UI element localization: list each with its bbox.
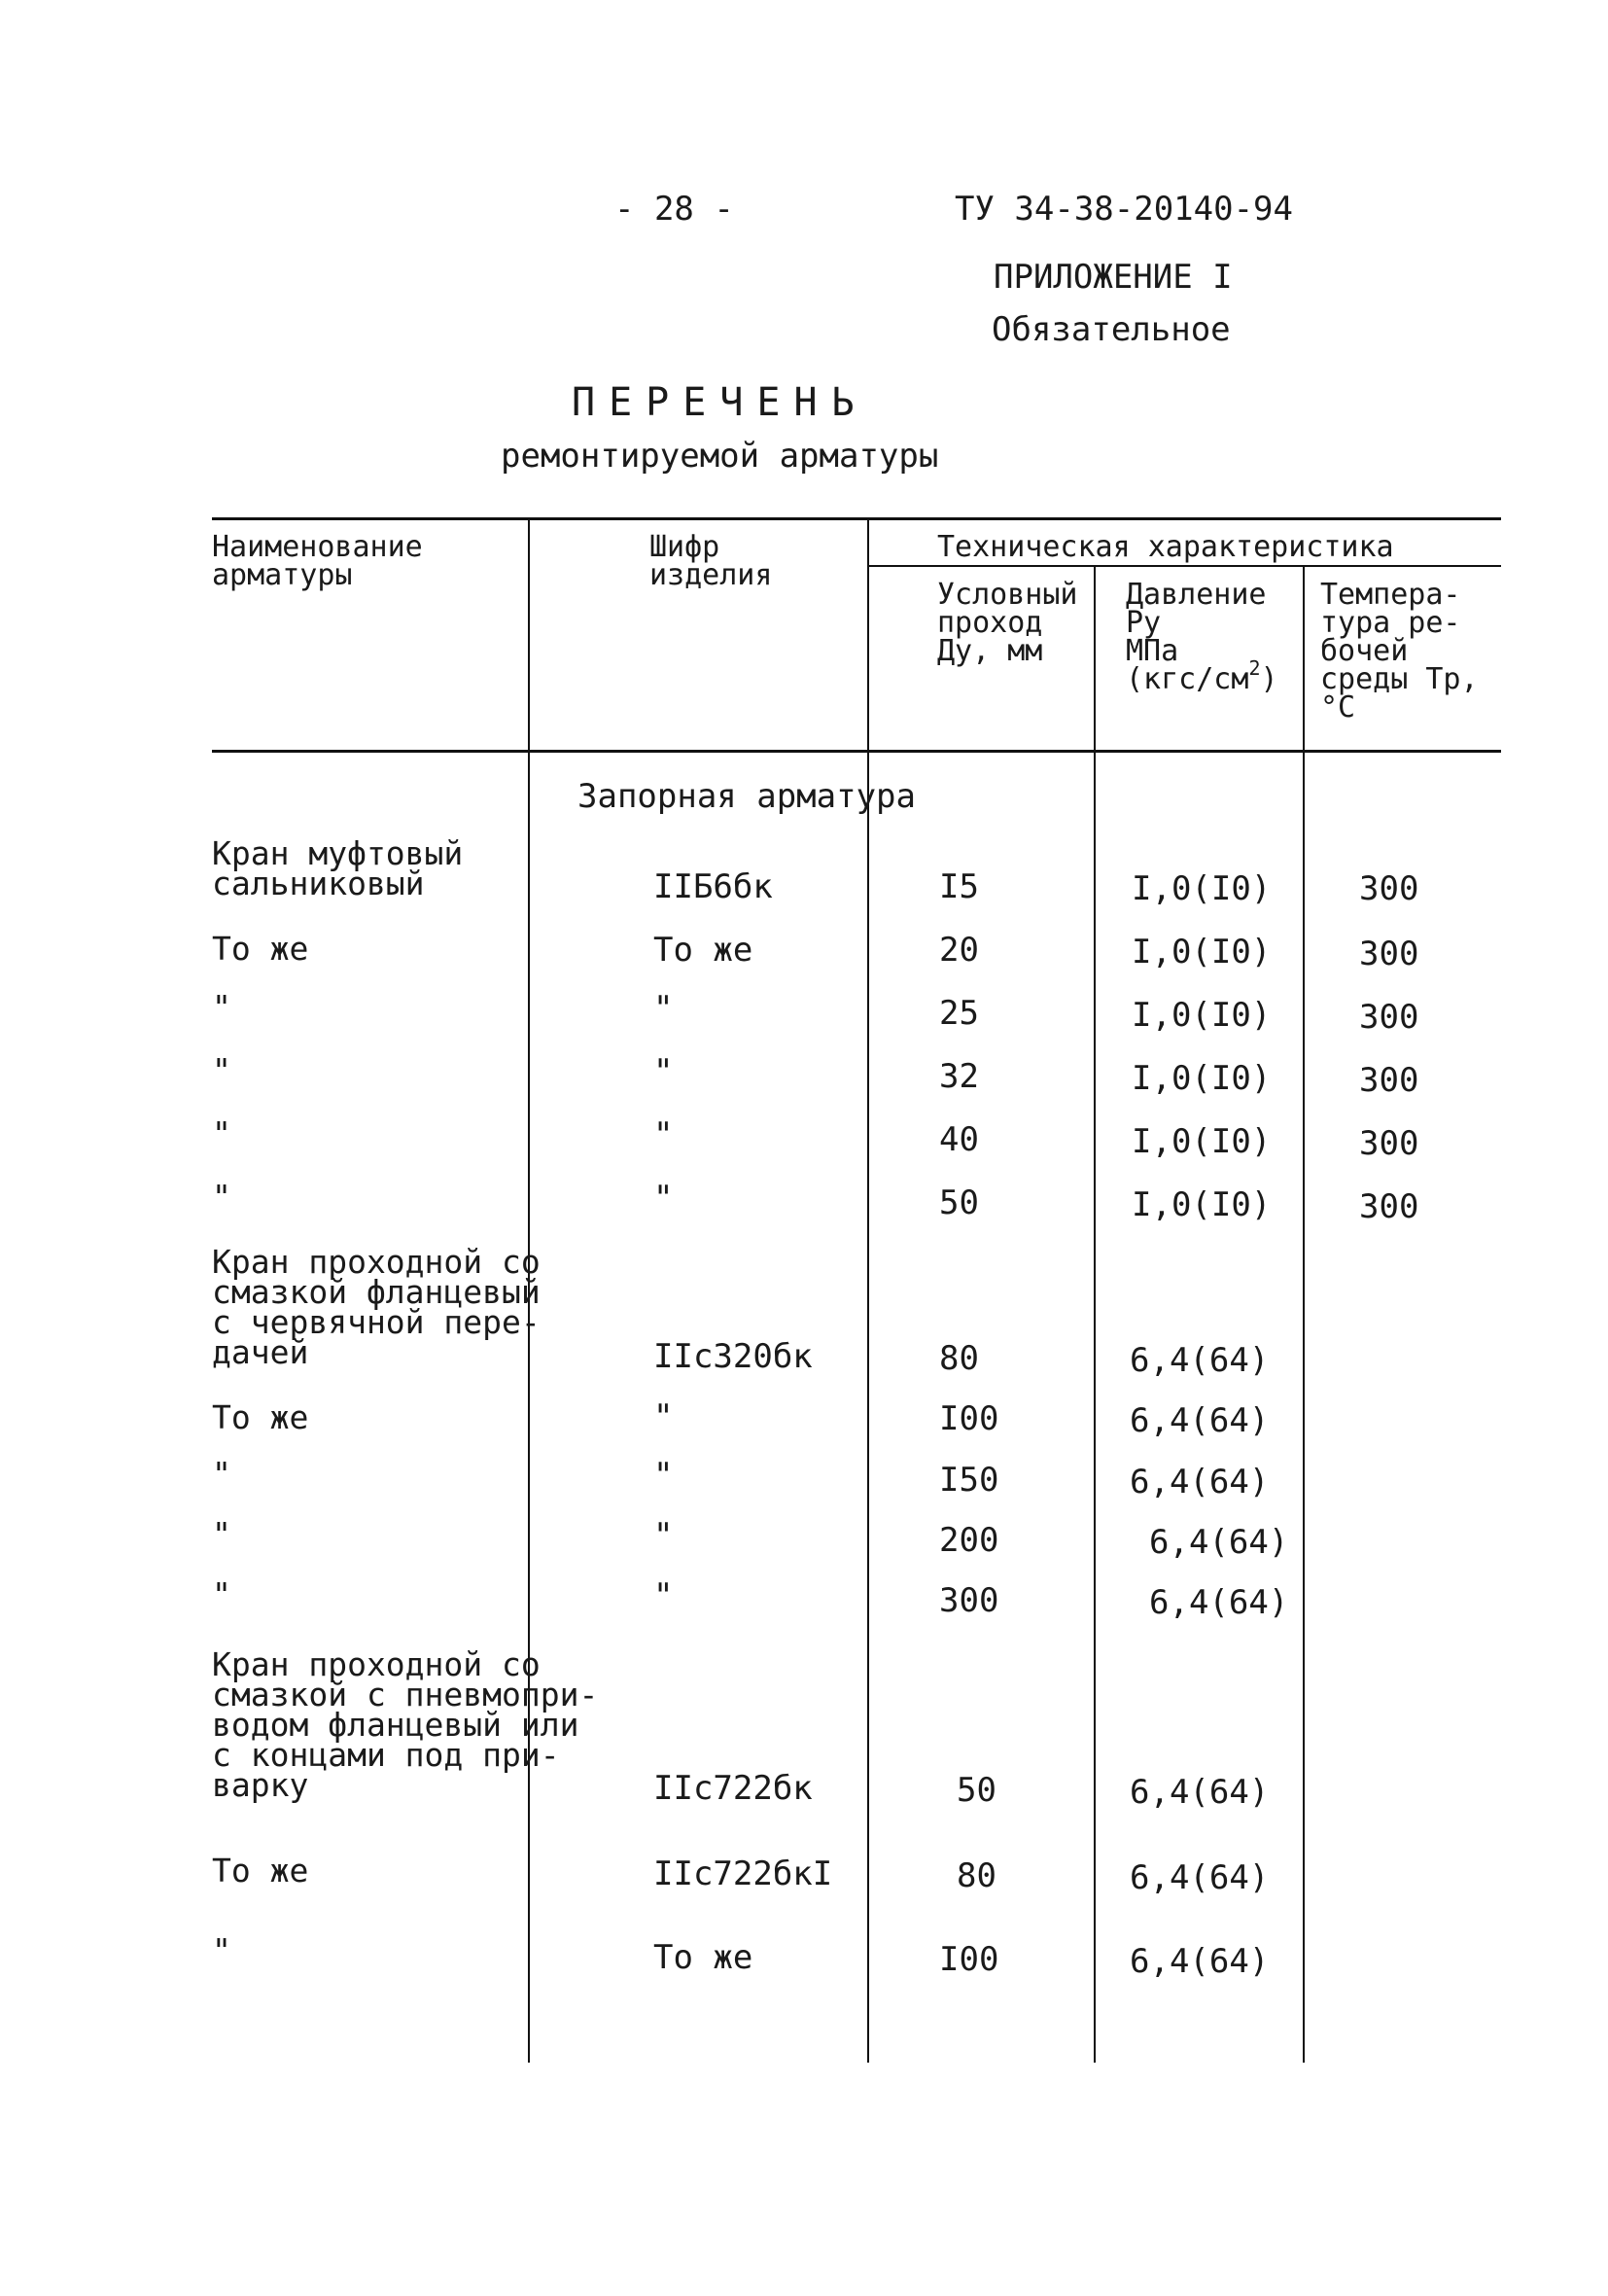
row-name: " [212, 988, 231, 1026]
row-code: " [653, 989, 674, 1028]
row-temp: 300 [1359, 935, 1419, 973]
row-dn: 200 [939, 1521, 999, 1560]
row-pressure: 6,4(64) [1130, 1858, 1270, 1897]
row-dn: I50 [939, 1461, 999, 1500]
row-code: IIc722бк [653, 1769, 813, 1808]
row-code: " [653, 1576, 674, 1615]
document-code: ТУ 34-38-20140-94 [955, 190, 1293, 229]
page-subtitle: ремонтируемой арматуры [501, 437, 939, 476]
row-pressure: 6,4(64) [1130, 1942, 1270, 1981]
row-dn: 50 [939, 1183, 979, 1222]
row-name: Кран проходной со смазкой с пневмопри- водом фланцевый или с концами под при- варку [212, 1645, 599, 1804]
column-header-temp: Темпера- тура ре- бочей среды Тр, °C [1320, 578, 1479, 724]
row-code: " [653, 1115, 674, 1154]
row-code: То же [653, 1938, 753, 1977]
row-pressure: 6,4(64) [1130, 1463, 1270, 1501]
row-dn: 80 [957, 1856, 996, 1895]
row-pressure: I,0(I0) [1132, 1059, 1272, 1098]
row-pressure: 6,4(64) [1149, 1583, 1289, 1622]
row-name: " [212, 1051, 231, 1089]
column-header-code: Шифр изделия [649, 530, 773, 592]
row-pressure: 6,4(64) [1149, 1523, 1289, 1562]
row-dn: I00 [939, 1940, 999, 1979]
row-pressure: 6,4(64) [1130, 1773, 1270, 1812]
row-name: То же [212, 930, 309, 968]
row-name: То же [212, 1398, 309, 1436]
row-temp: 300 [1359, 998, 1419, 1037]
column-divider-pressure [1303, 567, 1305, 2063]
row-pressure: 6,4(64) [1130, 1341, 1270, 1380]
row-name: " [212, 1178, 231, 1216]
row-dn: 25 [939, 994, 979, 1033]
table-top-rule [212, 517, 1501, 520]
row-temp: 300 [1359, 869, 1419, 908]
column-header-dn: Условный проход Ду, мм [937, 578, 1078, 668]
row-pressure: I,0(I0) [1132, 1122, 1272, 1161]
row-dn: 32 [939, 1057, 979, 1096]
row-code: " [653, 1179, 674, 1218]
section-title: Запорная арматура [577, 777, 916, 816]
row-dn: 40 [939, 1120, 979, 1159]
row-temp: 300 [1359, 1061, 1419, 1100]
row-temp: 300 [1359, 1124, 1419, 1163]
row-name: " [212, 1575, 231, 1613]
row-name: Кран муфтовый сальниковый [212, 834, 464, 902]
row-code: IIc722бкI [653, 1854, 833, 1893]
row-code: " [653, 1456, 674, 1495]
header-bottom-rule [212, 750, 1501, 753]
row-code: " [653, 1052, 674, 1091]
column-header-pressure: Давление Ру МПа $(кгс/см^2)$ [1126, 578, 1278, 696]
column-header-group: Техническая характеристика [937, 530, 1394, 564]
row-temp: 300 [1359, 1187, 1419, 1226]
row-pressure: I,0(I0) [1132, 933, 1272, 971]
row-code: То же [653, 931, 753, 970]
row-code: IIc320бк [653, 1337, 813, 1376]
mandatory-label: Обязательное [992, 310, 1231, 349]
page-title: ПЕРЕЧЕНЬ [572, 380, 868, 425]
row-pressure: I,0(I0) [1132, 996, 1272, 1035]
column-divider-code [867, 520, 869, 2063]
row-dn: 300 [939, 1581, 999, 1620]
row-dn: I00 [939, 1399, 999, 1438]
column-header-name: Наименование арматуры [212, 530, 423, 592]
row-pressure: I,0(I0) [1132, 1185, 1272, 1224]
group-header-rule [868, 565, 1501, 567]
row-name: Кран проходной со смазкой фланцевый с червячной пере- дачей [212, 1243, 541, 1371]
page-number: - 28 - [614, 190, 734, 229]
row-name: " [212, 1455, 231, 1493]
row-dn: 50 [957, 1771, 996, 1810]
row-dn: 80 [939, 1339, 979, 1378]
row-name: " [212, 1931, 231, 1969]
row-dn: I5 [939, 867, 979, 906]
appendix-label: ПРИЛОЖЕНИЕ I [994, 258, 1233, 297]
row-name: " [212, 1515, 231, 1553]
row-name: То же [212, 1852, 309, 1890]
row-code: " [653, 1397, 674, 1436]
row-dn: 20 [939, 931, 979, 970]
row-pressure: 6,4(64) [1130, 1401, 1270, 1440]
column-divider-dn [1094, 567, 1096, 2063]
row-code: " [653, 1516, 674, 1555]
row-code: IIБ6бк [653, 867, 773, 906]
row-name: " [212, 1114, 231, 1152]
row-pressure: I,0(I0) [1132, 869, 1272, 908]
